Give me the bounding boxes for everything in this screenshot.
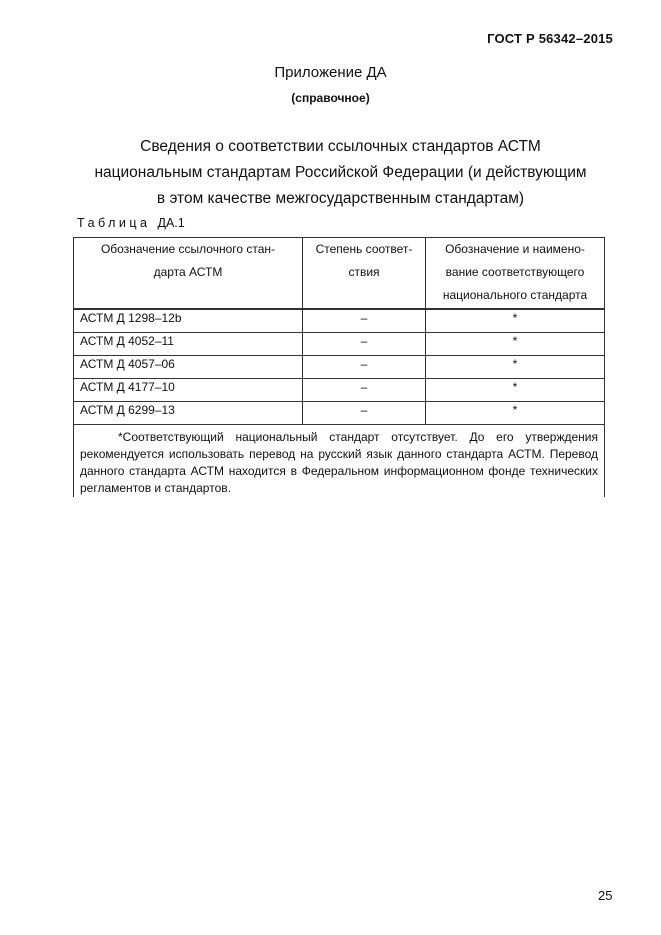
- cell-standard: АСТМ Д 4177–10: [74, 379, 303, 402]
- table-caption: [77, 216, 185, 230]
- appendix-note: (справочное): [291, 91, 370, 105]
- table-footnote: *Соответствующий национальный стандарт отсутствует. До его утверждения рекомендуется использовать перевод на русский язык данного стандарта АСТМ. Перевод данного стандарта АСТМ находится в Федеральном информационном фонде технических регламентов и стандартов.: [80, 430, 598, 495]
- header-degree-text: Степень соответ-ствия: [315, 242, 413, 279]
- table-footnote-cell: [74, 425, 605, 498]
- cell-national: *: [426, 402, 605, 425]
- table-header-row: [74, 238, 605, 310]
- header-national-standard: [426, 238, 605, 310]
- cell-standard: АСТМ Д 1298–12b: [74, 309, 303, 333]
- table-caption-number: ДА.1: [157, 216, 185, 230]
- header-degree-of-conformity: [303, 238, 426, 310]
- cell-standard: АСТМ Д 6299–13: [74, 402, 303, 425]
- table-row: [74, 379, 605, 402]
- cell-standard: АСТМ Д 4052–11: [74, 333, 303, 356]
- section-title-line: национальным стандартам Российской Федерации (и действующим: [94, 164, 587, 181]
- table-footnote-row: [74, 425, 605, 498]
- cell-standard: АСТМ Д 4057–06: [74, 356, 303, 379]
- table-row: [74, 356, 605, 379]
- cell-degree: –: [303, 356, 426, 379]
- table-row: [74, 309, 605, 333]
- section-title-line: Сведения о соответствии ссылочных стандартов АСТМ: [140, 138, 541, 155]
- document-code: ГОСТ Р 56342–2015: [487, 31, 613, 46]
- cell-national: *: [426, 356, 605, 379]
- table-row: [74, 402, 605, 425]
- header-national-text: Обозначение и наимено-вание соответствующего национального стандарта: [442, 242, 588, 302]
- table-row: [74, 333, 605, 356]
- section-title-line: в этом качестве межгосударственным стандартам): [156, 190, 525, 207]
- appendix-title: Приложение ДА: [274, 64, 387, 81]
- cell-national: *: [426, 333, 605, 356]
- section-title: [60, 134, 621, 212]
- header-reference-standard-text: Обозначение ссылочного стан-дарта АСТМ: [100, 242, 276, 279]
- cell-degree: –: [303, 402, 426, 425]
- cell-degree: –: [303, 333, 426, 356]
- cell-degree: –: [303, 379, 426, 402]
- cell-degree: –: [303, 309, 426, 333]
- table-caption-label: Таблица: [77, 216, 151, 230]
- cell-national: *: [426, 379, 605, 402]
- header-reference-standard: [74, 238, 303, 310]
- cell-national: *: [426, 309, 605, 333]
- page-number: 25: [598, 888, 613, 903]
- reference-standards-table: [73, 237, 605, 497]
